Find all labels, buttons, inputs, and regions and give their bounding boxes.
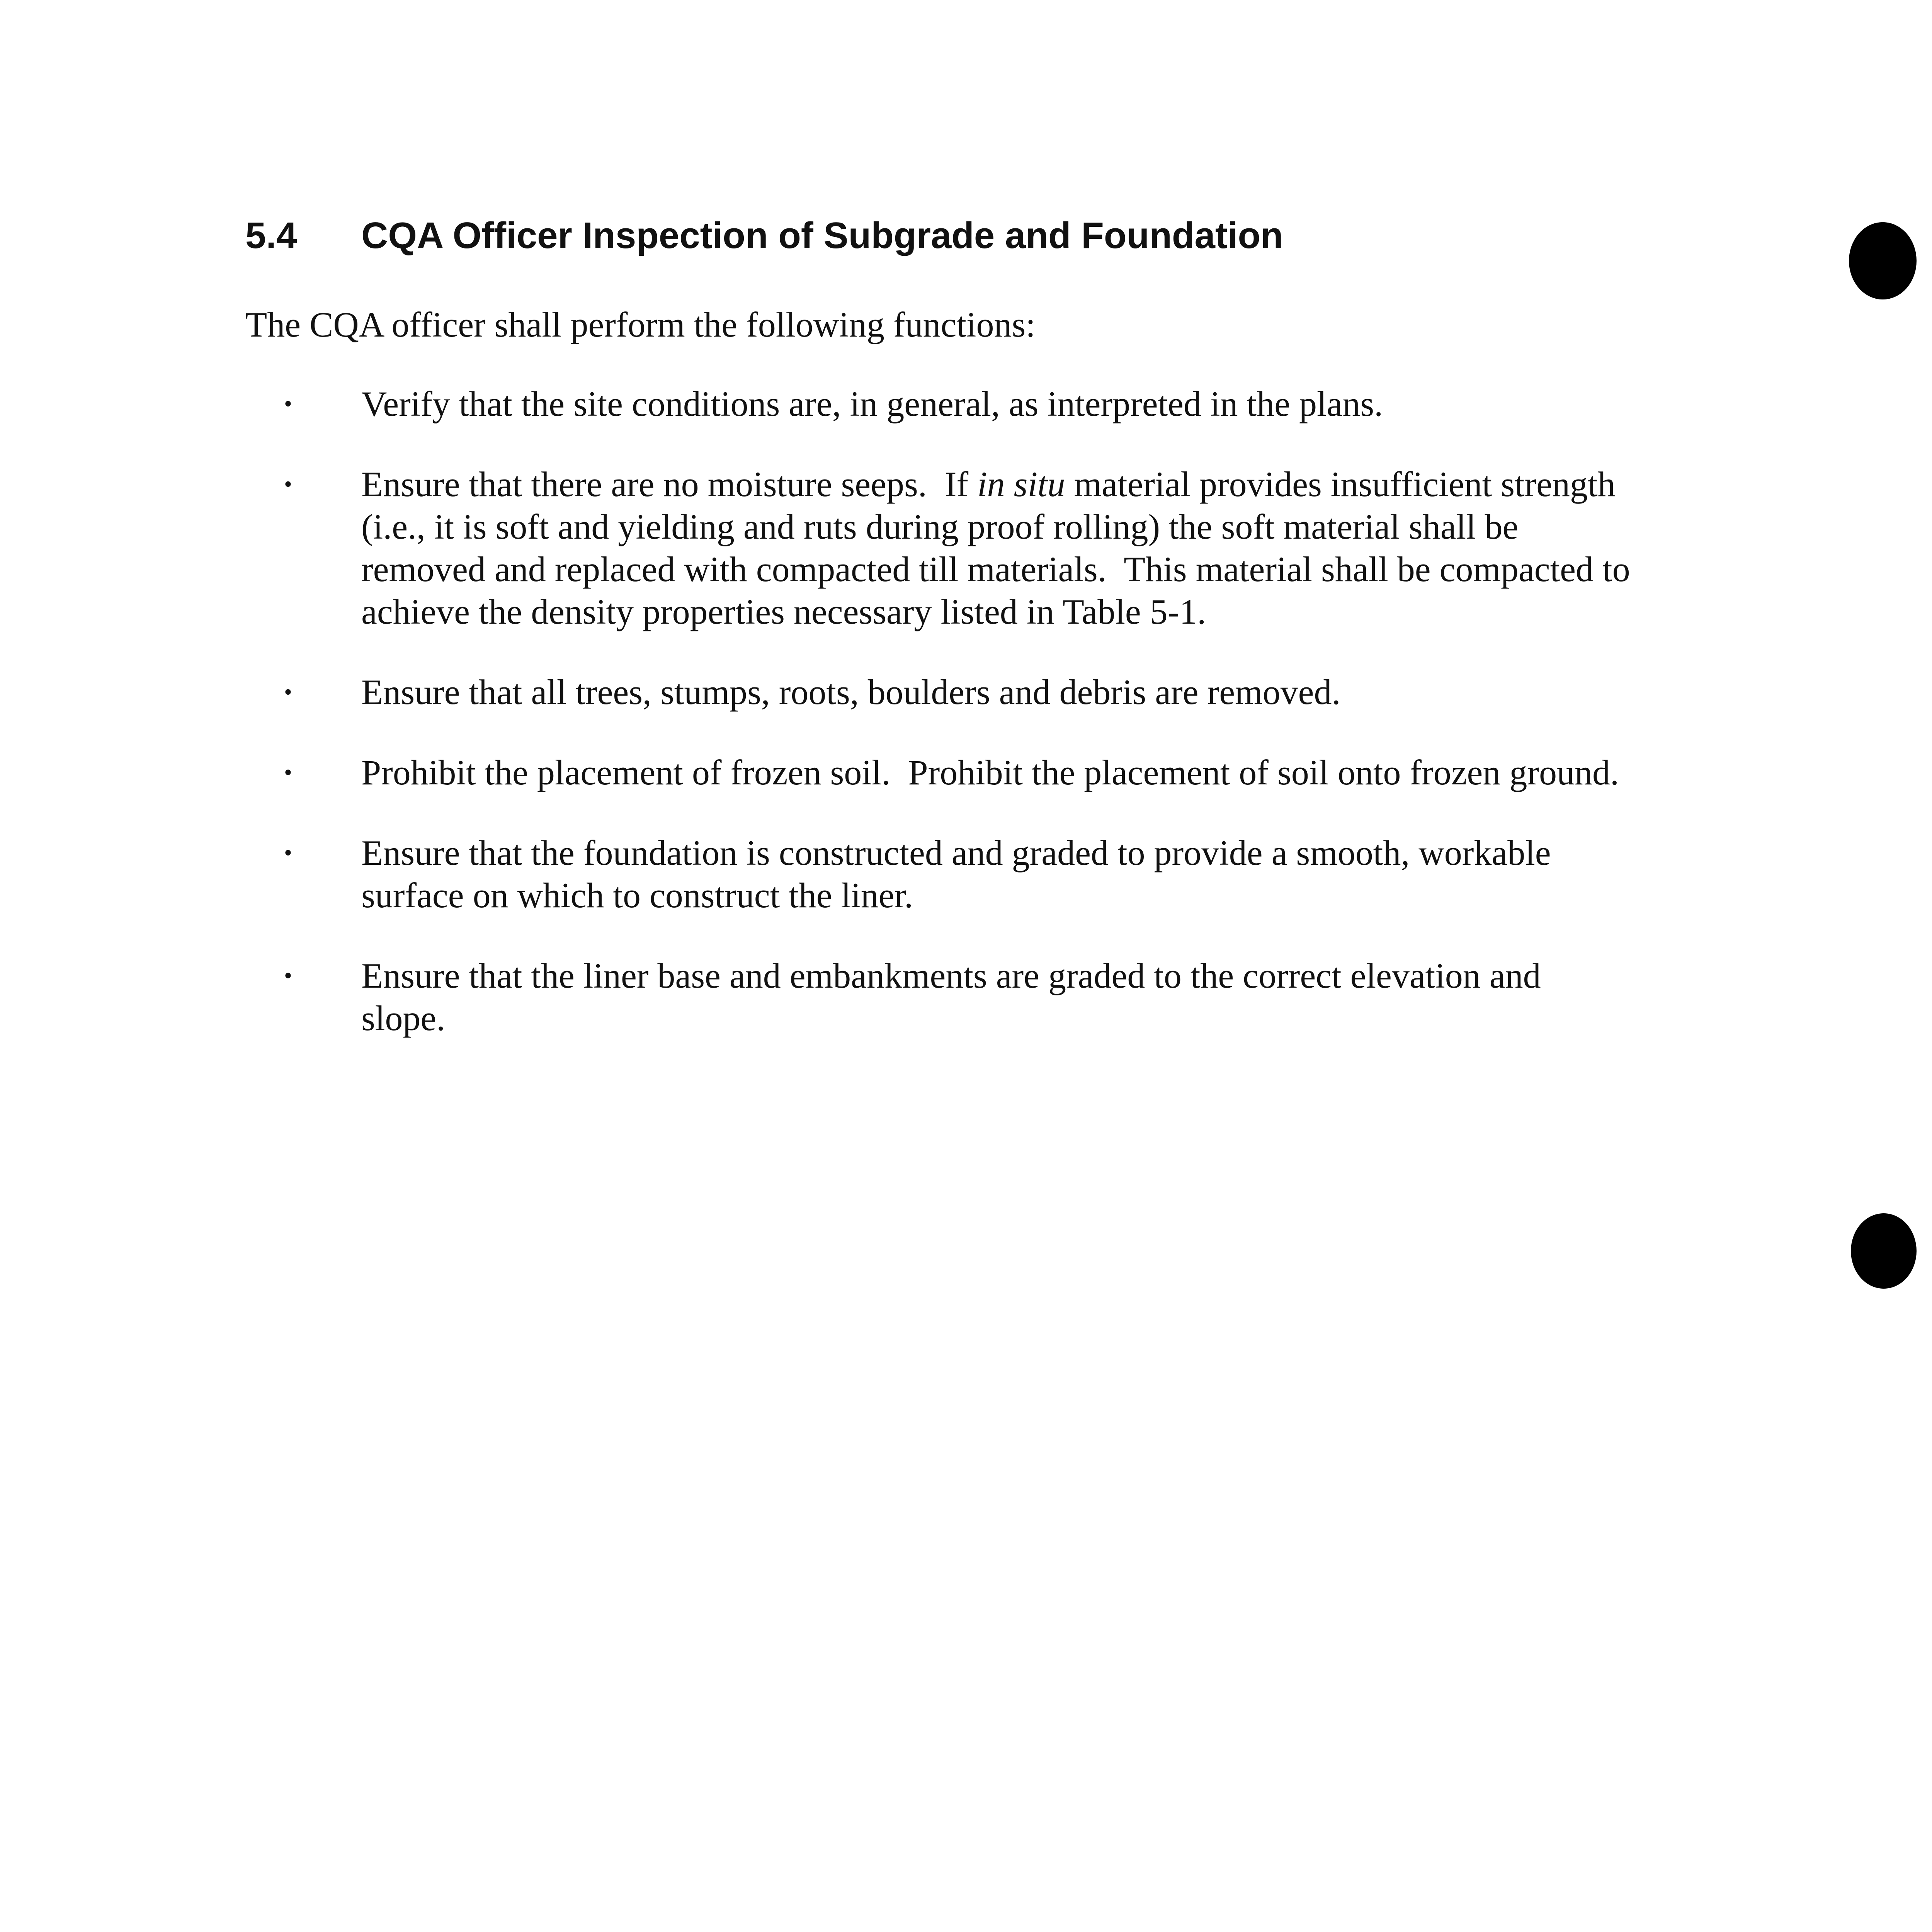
list-item-line: slope. (361, 998, 446, 1038)
line-text: material provides insufficient strength (1065, 464, 1616, 504)
functions-list (284, 383, 1752, 1077)
list-item-line: achieve the density properties necessary listed in Table 5-1. (361, 592, 1206, 631)
bullet-icon: • (284, 840, 293, 866)
list-item (284, 463, 1752, 633)
section-title: CQA Officer Inspection of Subgrade and Foundation (361, 215, 1283, 256)
list-item-line: removed and replaced with compacted till materials. This material shall be compacted to (361, 549, 1630, 589)
list-item-line: Prohibit the placement of frozen soil. Prohibit the placement of soil onto frozen ground. (361, 753, 1619, 792)
list-item-line: Ensure that all trees, stumps, roots, boulders and debris are removed. (361, 672, 1341, 712)
section-number: 5.4 (245, 215, 297, 256)
list-item (284, 751, 1752, 794)
list-item-line (361, 463, 1752, 505)
bullet-icon: • (284, 471, 293, 497)
list-item-line: surface on which to construct the liner. (361, 876, 913, 915)
intro-paragraph: The CQA officer shall perform the following functions: (245, 305, 1036, 344)
list-item (284, 671, 1752, 713)
punch-hole-icon (1851, 1213, 1917, 1289)
bullet-icon: • (284, 760, 293, 785)
list-item-line: Verify that the site conditions are, in general, as interpreted in the plans. (361, 384, 1383, 423)
list-item-line: Ensure that the foundation is constructed and graded to provide a smooth, workable (361, 833, 1551, 872)
list-item (284, 832, 1752, 917)
punch-hole-icon (1849, 222, 1917, 299)
bullet-icon: • (284, 679, 293, 705)
bullet-icon: • (284, 963, 293, 988)
section-heading (245, 214, 1714, 257)
italic-term: in situ (977, 464, 1065, 504)
bullet-icon: • (284, 391, 293, 417)
list-item-line: Ensure that the liner base and embankments are graded to the correct elevation and (361, 956, 1541, 995)
list-item (284, 383, 1752, 425)
list-item (284, 954, 1752, 1039)
line-text: Ensure that there are no moisture seeps. If (361, 464, 978, 504)
list-item-line: (i.e., it is soft and yielding and ruts during proof rolling) the soft material shall be (361, 507, 1519, 546)
